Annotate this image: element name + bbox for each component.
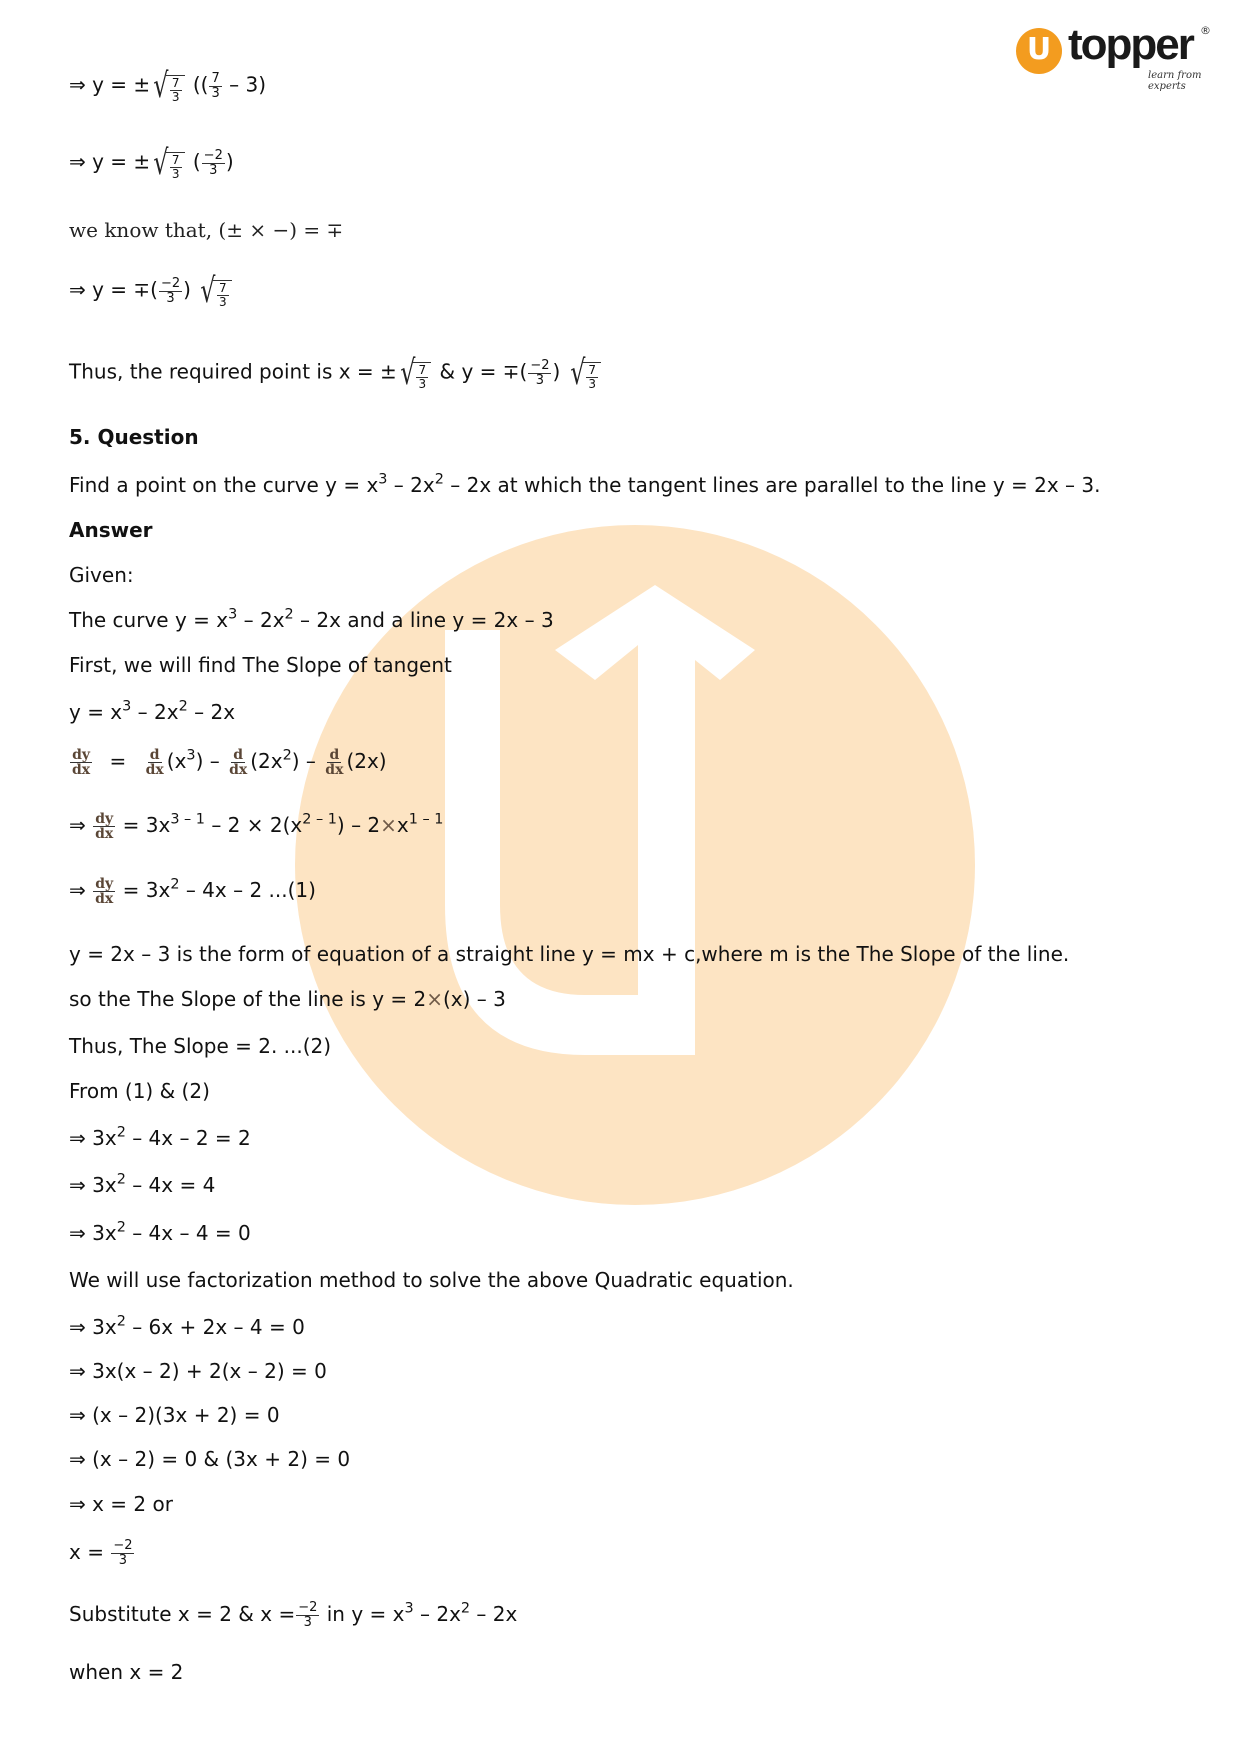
- factorization-intro: We will use factorization method to solve the above Quadratic equation.: [69, 1268, 794, 1292]
- d-dx-operator: $\frac{d}{dx}$: [229, 747, 248, 778]
- factor-step-3: ⇒ (x – 2)(3x + 2) = 0: [69, 1403, 280, 1427]
- question-text: Find a point on the curve $y = x^3 - 2x^2 - 2x$ at which the tangent lines are parallel to the line y = 2x – 3.: [69, 471, 1101, 497]
- eq-line-y-value-1: ⇒ y = ± √ $\frac{7}{3}$ (( $\frac{7}{3}$ – 3): [69, 66, 266, 106]
- curve-and-line-statement: The curve $y = x^3 - 2x^2 - 2x$ and a line y = 2x – 3: [69, 606, 554, 632]
- derivative-step-1: $\frac{dy}{dx}$ = $\frac{d}{dx}$ $(x^3)$ – $\frac{d}{dx}$ $(2x^2)$ – $\frac{d}{dx}$ (2x): [72, 747, 387, 778]
- eq-line-y-value-3: ⇒ y = ∓( $\frac{-2}{3}$ ) √ $\frac{7}{3}$: [69, 273, 234, 309]
- sqrt-7-over-3: √ $\frac{7}{3}$: [199, 273, 231, 309]
- factor-step-4: ⇒ (x – 2) = 0 & (3x + 2) = 0: [69, 1447, 351, 1471]
- sqrt-7-over-3: √ $\frac{7}{3}$: [399, 355, 431, 391]
- dy-dx-fraction: $\frac{dy}{dx}$: [72, 747, 91, 778]
- logo-wordmark: topper: [1068, 20, 1193, 69]
- solve-step-1: ⇒ $3x^2 - 4x - 2 = 2$: [69, 1124, 251, 1150]
- sqrt-7-over-3: √ $\frac{7}{3}$: [569, 355, 601, 391]
- d-dx-operator: $\frac{d}{dx}$: [145, 747, 164, 778]
- given-label: Given:: [69, 563, 134, 587]
- derivative-step-2: ⇒ $\frac{dy}{dx}$ = $3x^{3 - 1} - 2 \times 2(x^{2 - 1}) - 2\times x^{1 - 1}$: [69, 811, 444, 842]
- dy-dx-fraction: $\frac{dy}{dx}$: [95, 876, 114, 907]
- when-x-equals-2: when x = 2: [69, 1660, 184, 1684]
- sqrt-7-over-3: √ $\frac{7}{3}$: [152, 68, 184, 104]
- d-dx-operator: $\frac{d}{dx}$: [325, 747, 344, 778]
- logo-u-icon: U: [1016, 28, 1062, 74]
- answer-heading: Answer: [69, 518, 153, 542]
- dy-dx-fraction: $\frac{dy}{dx}$: [95, 811, 114, 842]
- fraction-7-over-3: $\frac{7}{3}$: [211, 70, 220, 101]
- sqrt-7-over-3: √ $\frac{7}{3}$: [152, 145, 184, 181]
- factor-step-1: ⇒ $3x^2 - 6x + 2x - 4 = 0$: [69, 1313, 305, 1339]
- derivative-step-3: ⇒ $\frac{dy}{dx}$ = $3x^2 - 4x - 2$ ...(1): [69, 876, 316, 907]
- question-heading: 5. Question: [69, 425, 199, 449]
- solve-step-2: ⇒ $3x^2 - 4x = 4$: [69, 1171, 216, 1197]
- from-equations-label: From (1) & (2): [69, 1079, 210, 1103]
- required-point-statement: Thus, the required point is x = ± √ $\frac{7}{3}$ & y = ∓( $\frac{-2}{3}$ ) √ $\frac{7}{3}$: [69, 355, 603, 391]
- slope-value-statement: Thus, The Slope = 2. ...(2): [69, 1034, 332, 1058]
- fraction-neg2-over-3: $\frac{-2}{3}$: [298, 1600, 318, 1630]
- x-solution-fraction: x = $\frac{-2}{3}$: [69, 1538, 133, 1568]
- factor-step-5: ⇒ x = 2 or: [69, 1492, 173, 1516]
- line-form-statement: y = 2x – 3 is the form of equation of a straight line y = mx + c,where m is the The Slope of the line.: [69, 942, 1070, 966]
- factor-step-2: ⇒ 3x(x – 2) + 2(x – 2) = 0: [69, 1359, 327, 1383]
- fraction-neg2-over-3: $\frac{-2}{3}$: [203, 147, 223, 178]
- eq-line-y-value-2: ⇒ y = ± √ $\frac{7}{3}$ ( $\frac{-2}{3}$ ): [69, 143, 234, 183]
- substitute-statement: Substitute x = 2 & x = $\frac{-2}{3}$ in $y = x^3 - 2x^2 - 2x$: [69, 1600, 518, 1630]
- slope-of-line-statement: so the The Slope of the line is y = 2×(x) – 3: [69, 987, 506, 1011]
- fraction-neg2-over-3: $\frac{-2}{3}$: [113, 1538, 133, 1568]
- logo-tagline: learn from experts: [1148, 70, 1202, 92]
- sign-rule-note: we know that, (± × −) = ∓: [69, 218, 344, 242]
- fraction-neg2-over-3: $\frac{-2}{3}$: [160, 275, 181, 306]
- slope-intro: First, we will find The Slope of tangent: [69, 653, 452, 677]
- solve-step-3: ⇒ $3x^2 - 4x - 4 = 0$: [69, 1219, 251, 1245]
- fraction-neg2-over-3: $\frac{-2}{3}$: [530, 357, 550, 388]
- topper-logo[interactable]: [1016, 20, 1212, 92]
- logo-registered-mark: ®: [1200, 24, 1211, 37]
- curve-equation: $y = x^3 - 2x^2 - 2x$: [69, 698, 236, 724]
